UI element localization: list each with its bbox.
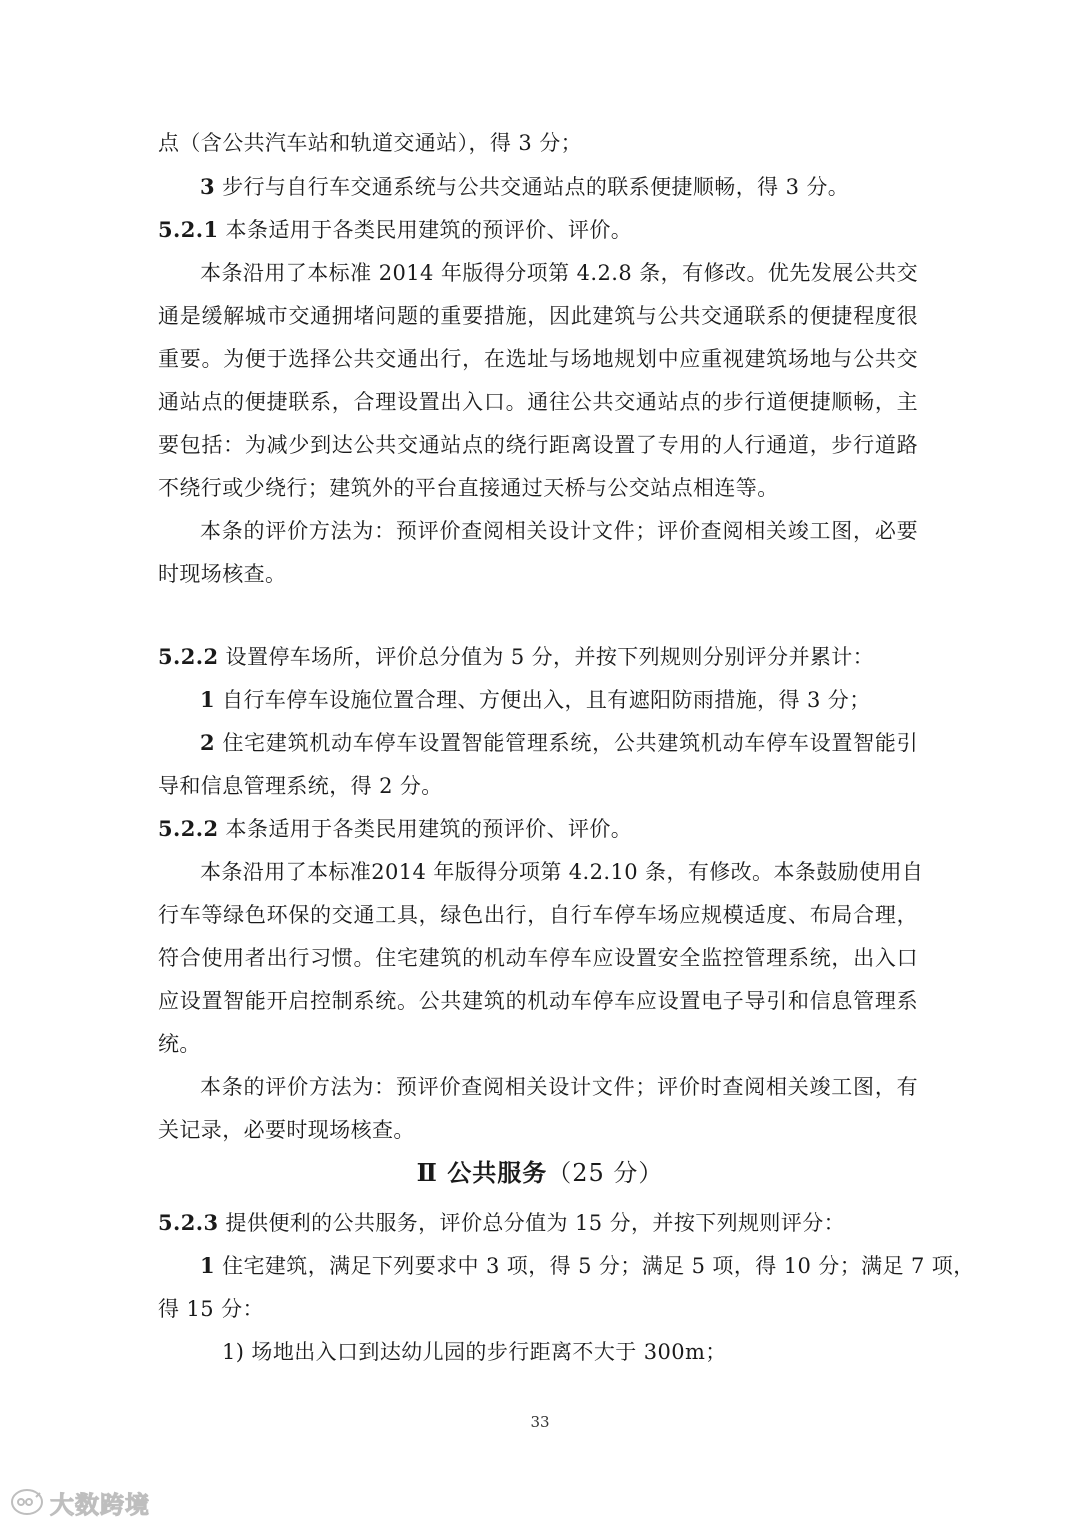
- text-line: 点（含公共汽车站和轨道交通站），得 3 分；: [158, 131, 583, 155]
- sub-list-item: 1) 场地出入口到达幼儿园的步行距离不大于 300m；: [222, 1340, 727, 1364]
- text-line: 本条沿用了本标准2014 年版得分项第 4.2.10 条，有修改。本条鼓励使用自: [200, 860, 924, 884]
- section-title: 公共服务: [447, 1158, 548, 1187]
- item-number: 1: [200, 1253, 216, 1278]
- item-number: 1: [200, 687, 216, 712]
- section-heading: [0, 1157, 1080, 1189]
- clause-number: 5.2.2: [158, 816, 219, 841]
- text-line: 行车等绿色环保的交通工具，绿色出行，自行车停车场应规模适度、布局合理，: [158, 903, 918, 927]
- clause-number: 5.2.2: [158, 644, 219, 669]
- item-number: 3: [200, 174, 216, 199]
- list-item: 1 自行车停车设施位置合理、方便出入，且有遮阳防雨措施，得 3 分；: [200, 687, 871, 712]
- list-item: 3 步行与自行车交通系统与公共交通站点的联系便捷顺畅，得 3 分。: [200, 174, 850, 199]
- clause-explanation-heading: 5.2.2 本条适用于各类民用建筑的预评价、评价。: [158, 816, 633, 841]
- section-points: （25 分）: [547, 1159, 664, 1187]
- text-line: 本条的评价方法为：预评价查阅相关设计文件；评价时查阅相关竣工图，有: [200, 1075, 918, 1099]
- clause-number: 5.2.3: [158, 1210, 219, 1235]
- text-line: 重要。为便于选择公共交通出行，在选址与场地规划中应重视建筑场地与公共交: [158, 347, 918, 371]
- text-line: 得 15 分：: [158, 1297, 264, 1321]
- section-roman-numeral: Ⅱ: [416, 1158, 438, 1187]
- text-line: 通站点的便捷联系，合理设置出入口。通往公共交通站点的步行道便捷顺畅，主: [158, 390, 918, 414]
- text-line: 时现场核查。: [158, 562, 287, 586]
- clause-explanation-heading: 5.2.1 本条适用于各类民用建筑的预评价、评价。: [158, 217, 633, 242]
- clause-heading: 5.2.3 提供便利的公共服务，评价总分值为 15 分，并按下列规则评分：: [158, 1210, 846, 1235]
- text-line: 符合使用者出行习惯。住宅建筑的机动车停车应设置安全监控管理系统，出入口: [158, 946, 918, 970]
- clause-heading: 5.2.2 设置停车场所，评价总分值为 5 分，并按下列规则分别评分并累计：: [158, 644, 875, 669]
- clause-number: 5.2.1: [158, 217, 219, 242]
- text-line: 不绕行或少绕行；建筑外的平台直接通过天桥与公交站点相连等。: [158, 476, 779, 500]
- text-line: 要包括：为减少到达公共交通站点的绕行距离设置了专用的人行通道，步行道路: [158, 433, 918, 457]
- text-line: 通是缓解城市交通拥堵问题的重要措施，因此建筑与公共交通联系的便捷程度很: [158, 304, 918, 328]
- watermark: [10, 1484, 150, 1520]
- list-item: 1 住宅建筑，满足下列要求中 3 项，得 5 分；满足 5 项，得 10 分；满足 7 项，: [200, 1253, 975, 1278]
- text-line: 统。: [158, 1032, 201, 1056]
- text-line: 本条沿用了本标准 2014 年版得分项第 4.2.8 条，有修改。优先发展公共交: [200, 261, 918, 285]
- text-line: 本条的评价方法为：预评价查阅相关设计文件；评价查阅相关竣工图，必要: [200, 519, 918, 543]
- dashuju-logo-icon: [10, 1487, 44, 1517]
- list-item: 2 住宅建筑机动车停车设置智能管理系统，公共建筑机动车停车设置智能引: [200, 730, 918, 755]
- text-line: 导和信息管理系统，得 2 分。: [158, 774, 443, 798]
- text-line: 关记录，必要时现场核查。: [158, 1118, 415, 1142]
- page-number: 33: [530, 1413, 550, 1431]
- watermark-text: 大数跨境: [50, 1490, 150, 1519]
- text-line: 应设置智能开启控制系统。公共建筑的机动车停车应设置电子导引和信息管理系: [158, 989, 918, 1013]
- item-number: 2: [200, 730, 216, 755]
